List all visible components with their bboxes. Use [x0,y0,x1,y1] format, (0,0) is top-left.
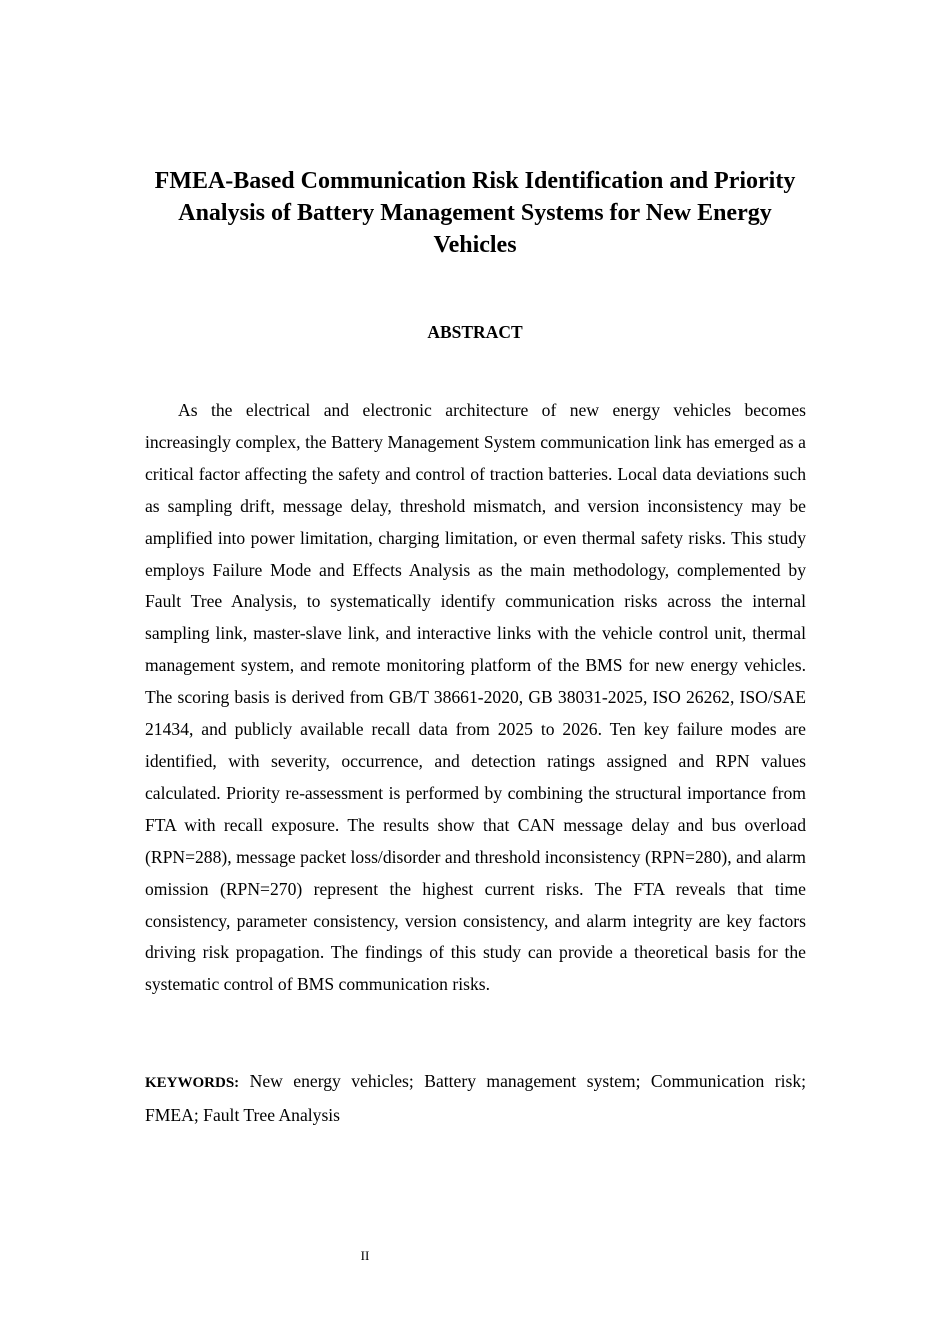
keywords-label: KEYWORDS: [145,1075,240,1091]
keywords-paragraph [145,1065,806,1131]
abstract-body: As the electrical and electronic architecture of new energy vehicles becomes increasingly complex, the Battery Management System communication link has emerged as a critical factor affecting the safety and control of traction batteries. Local data deviations such as sampling drift, message delay, threshold mismatch, and version inconsistency may be amplified into power limitation, charging limitation, or even thermal safety risks. This study employs Failure Mode and Effects Analysis as the main methodology, complemented by Fault Tree Analysis, to systematically identify communication risks across the internal sampling link, master-slave link, and interactive links with the vehicle control unit, thermal management system, and remote monitoring platform of the BMS for new energy vehicles. The scoring basis is derived from GB/T 38661-2020, GB 38031-2025, ISO 26262, ISO/SAE 21434, and publicly available recall data from 2025 to 2026. Ten key failure modes are identified, with severity, occurrence, and detection ratings assigned and RPN values calculated. Priority re-assessment is performed by combining the structural importance from FTA with recall exposure. The results show that CAN message delay and bus overload (RPN=288), message packet loss/disorder and threshold inconsistency (RPN=280), and alarm omission (RPN=270) represent the highest current risks. The FTA reveals that time consistency, parameter consistency, version consistency, and alarm integrity are key factors driving risk propagation. The findings of this study can provide a theoretical basis for the systematic control of BMS communication risks. [145,400,806,995]
paper-title: FMEA-Based Communication Risk Identification and Priority Analysis of Battery Management Systems for New Energy Vehicles [154,168,796,258]
keywords-text: New energy vehicles; Battery management system; Communication risk; FMEA; Fault Tree Analysis [145,1071,807,1125]
abstract-heading: ABSTRACT [427,322,523,342]
page-number: II [360,1248,370,1263]
